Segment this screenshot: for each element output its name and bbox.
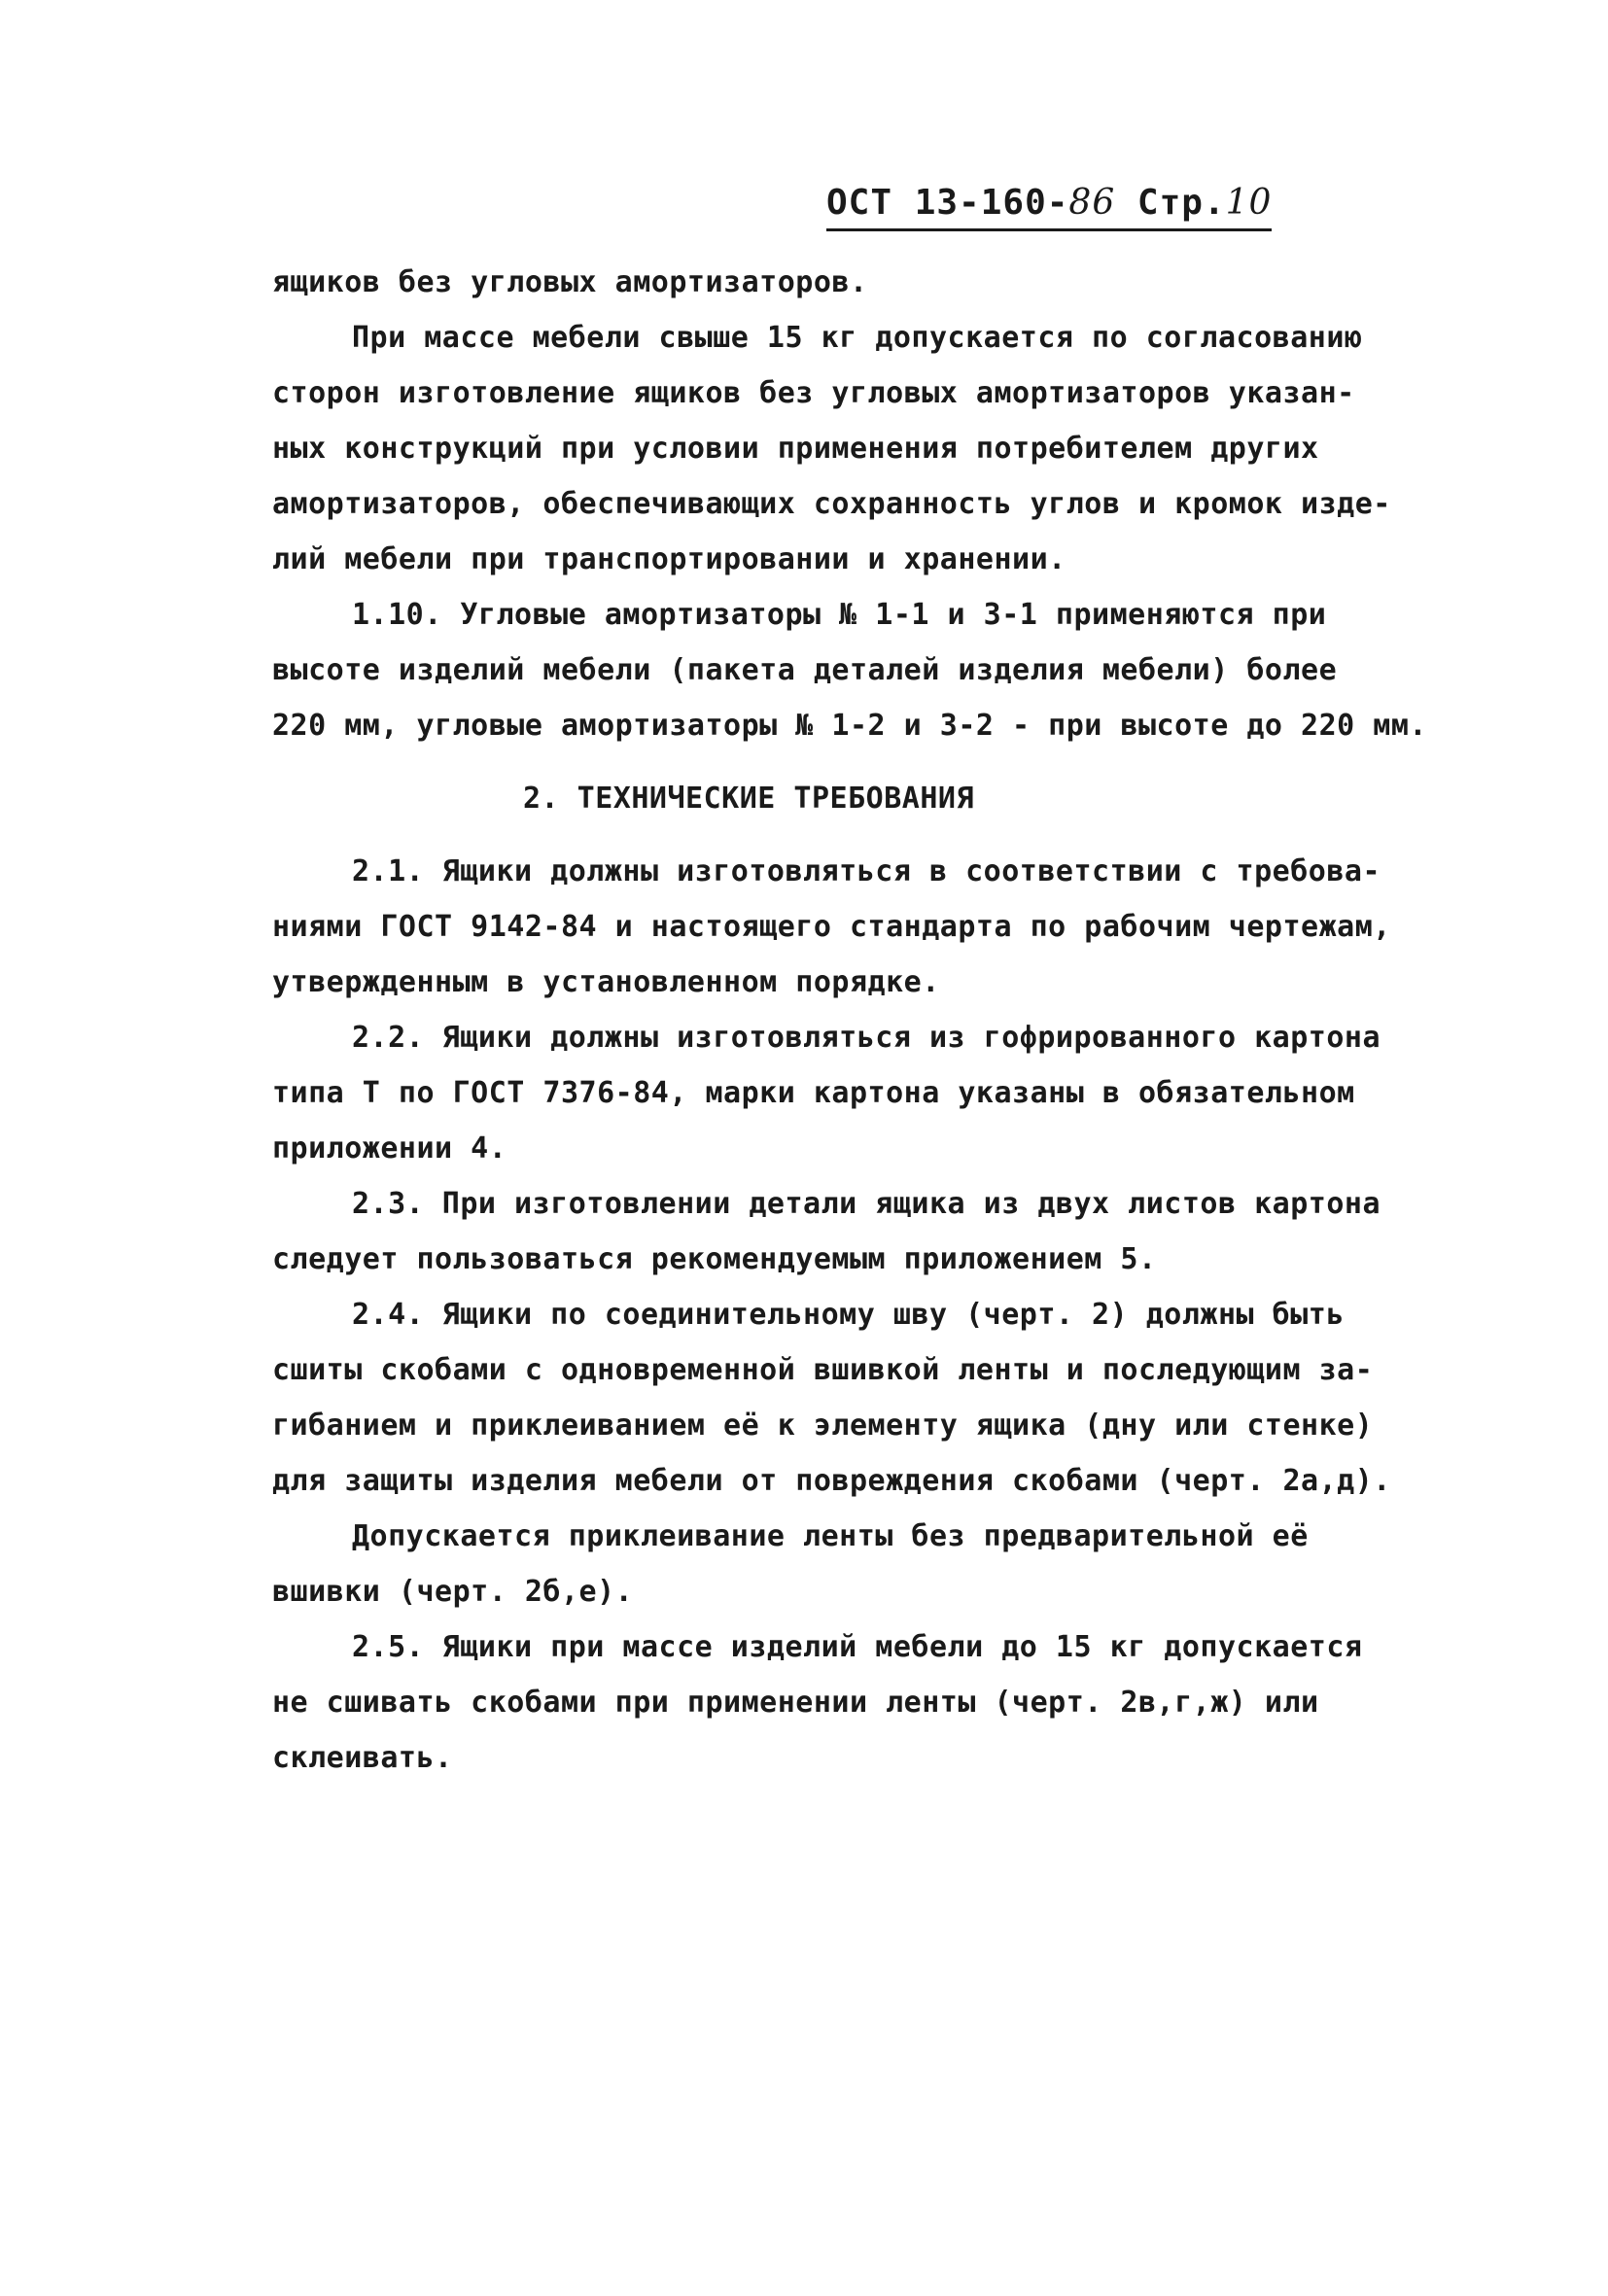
text-line: сторон изготовление ящиков без угловых амортизаторов указан- [272,376,1355,410]
text-line: ящиков без угловых амортизаторов. [272,265,868,299]
page-number-handwritten: 10 [1225,183,1273,223]
text-line: При массе мебели свыше 15 кг допускается по согласованию [352,321,1363,355]
text-line: 2.3. При изготовлении детали ящика из двух листов картона [352,1187,1381,1221]
text-line: не сшивать скобами при применении ленты (черт. 2в,г,ж) или [272,1686,1319,1720]
text-line: гибанием и приклеиванием её к элементу ящика (дну или стенке) [272,1409,1374,1443]
text-line: ных конструкций при условии применения потребителем других [272,432,1319,466]
text-line: 1.10. Угловые амортизаторы № 1-1 и 3-1 применяются при [352,598,1327,632]
text-line: амортизаторов, обеспечивающих сохранность углов и кромок изде- [272,487,1391,521]
text-line: вшивки (черт. 2б,е). [272,1575,634,1609]
text-line: сшиты скобами с одновременной вшивкой ленты и последующим за- [272,1353,1374,1387]
body-text [272,255,1427,1786]
text-line: для защиты изделия мебели от повреждения скобами (черт. 2а,д). [272,1464,1391,1498]
page-header [826,183,1272,231]
text-line: 2.2. Ящики должны изготовляться из гофрированного картона [352,1021,1381,1055]
section-title: 2. ТЕХНИЧЕСКИЕ ТРЕБОВАНИЯ [523,782,975,816]
text-line: ниями ГОСТ 9142-84 и настоящего стандарта по рабочим чертежам, [272,910,1391,944]
text-line: 2.1. Ящики должны изготовляться в соответствии с требова- [352,854,1381,888]
page-label: Стр. [1136,183,1226,223]
text-line: лий мебели при транспортировании и хранении. [272,542,1066,576]
text-line: 2.5. Ящики при массе изделий мебели до 15 кг допускается [352,1630,1363,1664]
year-handwritten: 86 [1068,183,1116,223]
doc-code: ОСТ 13-160- [826,183,1069,223]
text-line: приложении 4. [272,1131,507,1165]
text-line: склеивать. [272,1741,453,1775]
text-line: Допускается приклеивание ленты без предварительной её [352,1519,1309,1553]
text-line: утвержденным в установленном порядке. [272,965,940,999]
text-line: высоте изделий мебели (пакета деталей изделия мебели) более [272,653,1338,687]
text-line: 220 мм, угловые амортизаторы № 1-2 и 3-2 - при высоте до 220 мм. [272,709,1427,743]
text-line: 2.4. Ящики по соединительному шву (черт. 2) должны быть [352,1298,1345,1332]
text-line: типа Т по ГОСТ 7376-84, марки картона указаны в обязательном [272,1076,1355,1110]
text-line: следует пользоваться рекомендуемым приложением 5. [272,1242,1157,1276]
